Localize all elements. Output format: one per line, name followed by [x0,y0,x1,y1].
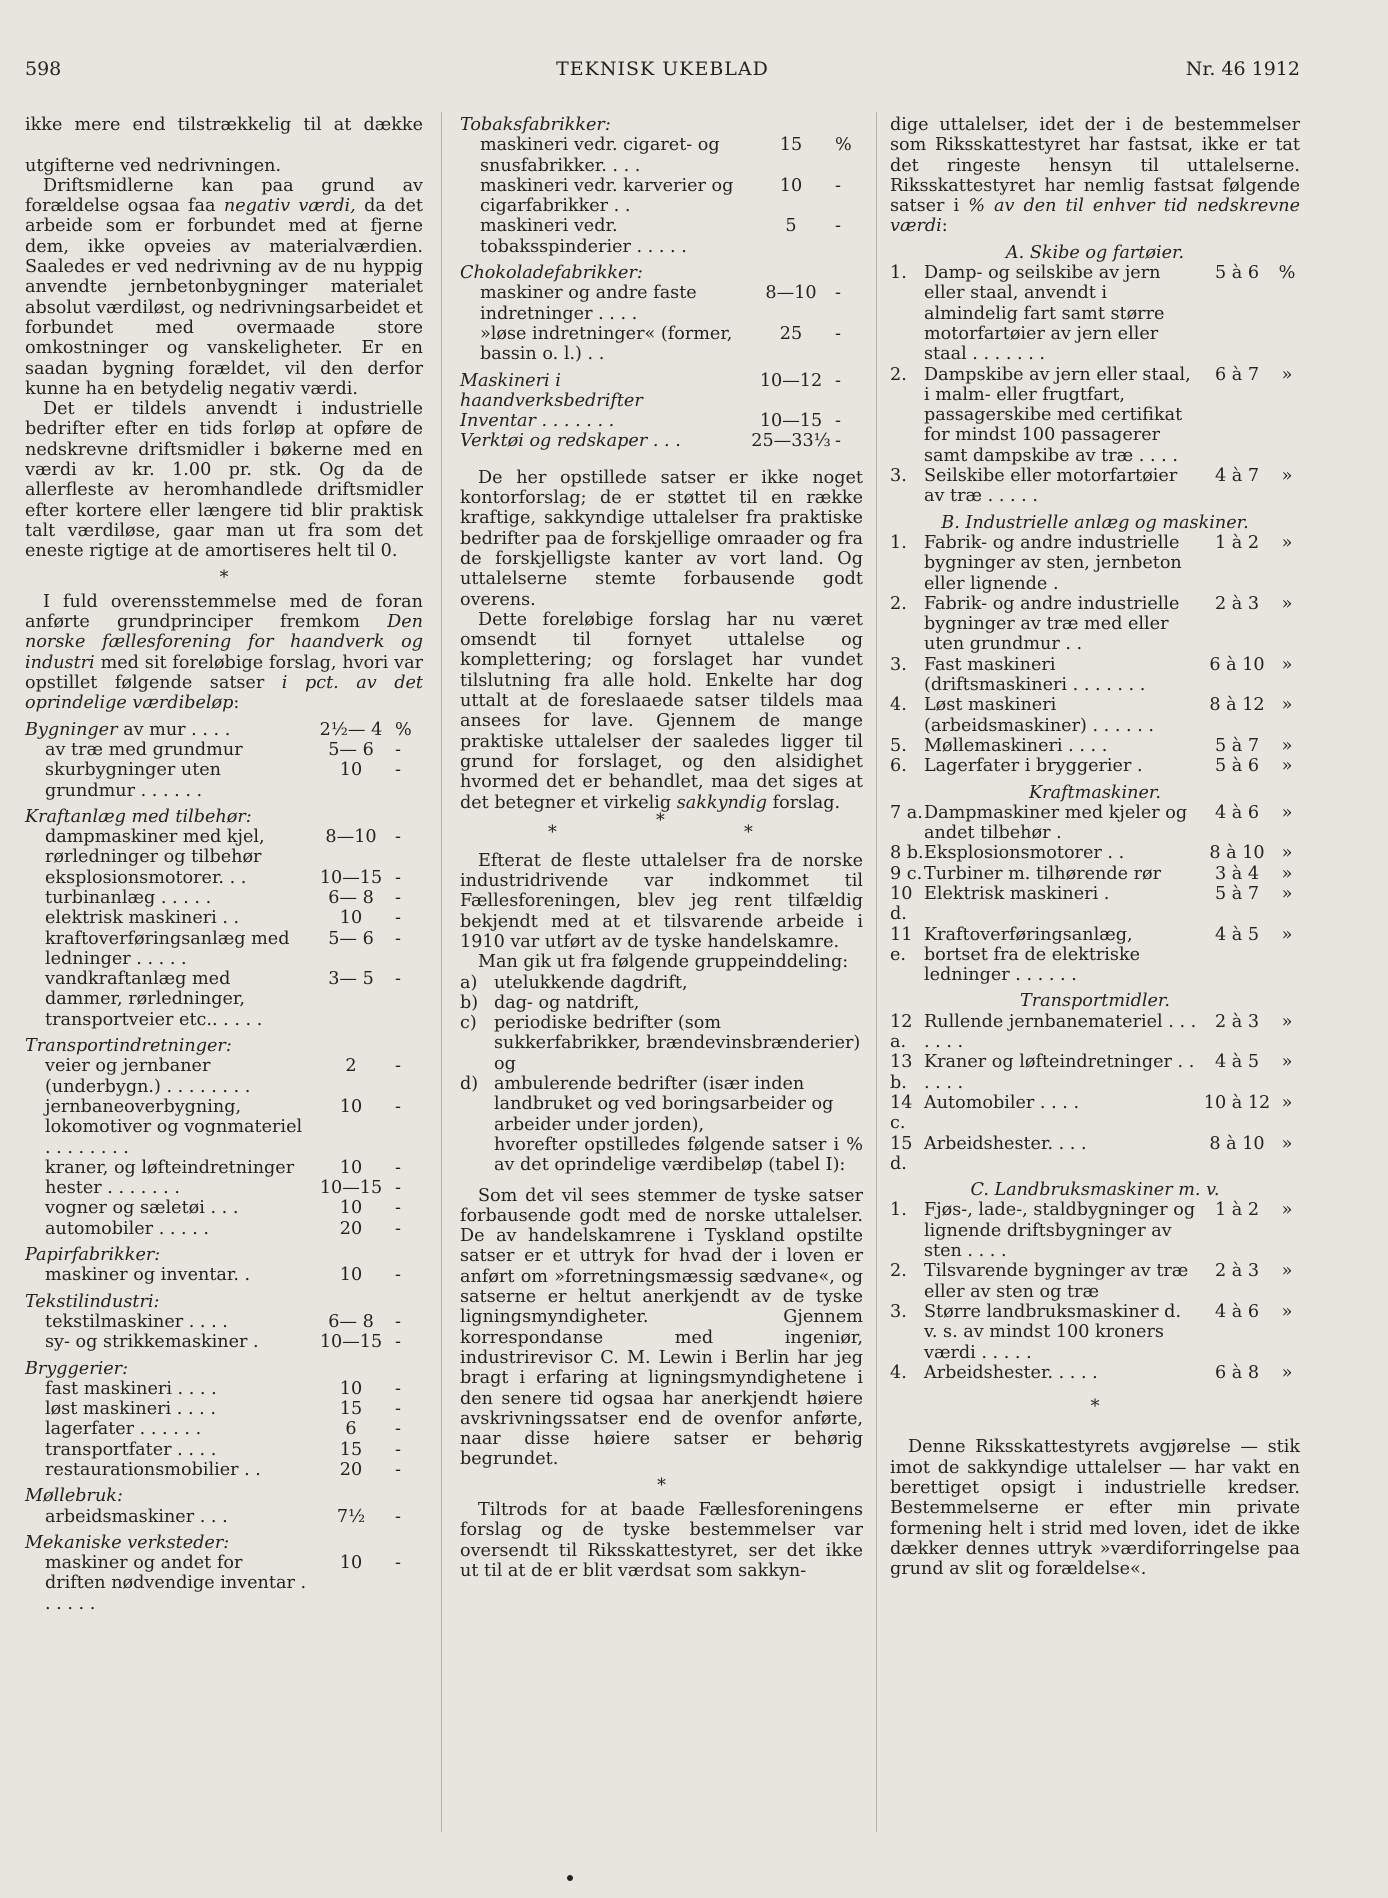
rate-row: Maskineri i haandverksbedrifter 10—12 - [460,370,841,411]
rate-row: tekstilmaskiner . . . . 6— 8 - [45,1311,401,1332]
section-divider: * [219,567,229,588]
rate-row: elektrisk maskineri . . 10 - [45,908,401,929]
intro-line: utgifterne ved nedrivningen. [25,155,282,176]
section-divider: * * * [548,810,753,843]
rate-row: 1. Fabrik- og andre industrielle bygninger av sten, jernbeton eller lignende . 1 à 2 » [890,532,1293,594]
column-right [890,115,1300,1579]
rate-row: fast maskineri . . . . 10 - [45,1378,401,1399]
category-label: Tobaksfabrikker: [460,115,611,135]
rate-row: 2. Tilsvarende bygninger av træ eller av sten og træ 2 à 3 » [890,1261,1293,1302]
paragraph: Det er tildels anvendt i industrielle bedrifter efter en tids forløp at opføre de nedskrevne driftsmidler i bøkerne med en værdi av kr. 1.00 pr. stk. Og da de allerfleste av heromhandlede driftsmidler efter kortere eller længere tid blir praktisk talt værdiløse, gaar man ut fra som det eneste rigtige at de amortiseres helt til 0. [25,399,423,562]
page-header [25,58,1300,88]
rate-row: 8 b. Eksplosionsmotorer . . 8 à 10 » [890,843,1293,864]
rate-row: 5. Møllemaskineri . . . . 5 à 7 » [890,735,1293,756]
page-number: 598 [25,58,62,80]
paragraph: Dette foreløbige forslag har nu været omsendt til fornyet uttalelse og komplettering; og forslaget har vundet tilslutning fra alle hold. Enkelte har dog uttalt at de foreslaaede satser tildels maa ansees for lave. Gjennem de mange praktiske uttalelser der saaledes ligger til grund for forslaget, og den alsidighet hvormed det er behandlet, maa det siges at det betegner et virkelig sakkyndig forslag. [460,609,863,813]
rate-row: 3. Større landbruksmaskiner d. v. s. av mindst 100 kroners værdi . . . . . 4 à 6 » [890,1301,1293,1363]
rate-row: Bygninger av mur . . . . 2½— 4 % [25,719,412,740]
rate-row: eksplosionsmotorer. . . 10—15 - [45,867,401,888]
column-left [25,115,423,1614]
rate-row: av træ med grundmur 5— 6 - [45,739,401,760]
rate-row: automobiler . . . . . 20 - [45,1218,401,1239]
rate-row: 9 c. Turbiner m. tilhørende rør 3 à 4 » [890,863,1293,884]
rate-row: 7 a. Dampmaskiner med kjeler og andet tilbehør . 4 à 6 » [890,802,1293,844]
paragraph: Denne Riksskattestyrets avgjørelse — stik imot de sakkyndige uttalelser — har vakt en berettiget opsigt i industrielle kredser. Bestemmelserne er efter min private formening helt i strid med loven, idet de ikke dækker dennes uttryk »værdiforringelse paa grund av slit og forældelse«. [890,1437,1300,1580]
list-item: d) ambulerende bedrifter (især inden landbruket og ved boringsarbeider og arbeider under jorden), [460,1074,834,1135]
page-dot [567,1875,573,1881]
category-label: Tekstilindustri: [25,1291,160,1312]
section-divider: * [657,1475,666,1496]
rate-row: 11 e. Kraftoverføringsanlæg, bortset fra de elektriske ledninger . . . . . . 4 à 5 » [890,924,1293,986]
rate-row: kraftoverføringsanlæg med ledninger . . . . . 5— 6 - [45,928,401,969]
category-label: Papirfabrikker: [25,1245,161,1266]
rate-row: Inventar . . . . . . . 10—15 - [460,411,841,432]
section-heading: B. Industrielle anlæg og maskiner. [941,512,1249,533]
rate-row: 15 d. Arbeidshester. . . . 8 à 10 » [890,1133,1293,1174]
rate-row: »løse indretninger« (former, bassin o. l.) . . 25 - [480,323,841,365]
section-heading: Kraftmaskiner. [1029,782,1161,803]
category-label: Chokoladefabrikker: [460,263,643,284]
rate-row: jernbaneoverbygning, lokomotiver og vognmateriel . . . . . . . . 10 - [45,1096,401,1158]
rate-row: dampmaskiner med kjel, rørledninger og tilbehør 8—10 - [45,827,401,868]
list-item: c) periodiske bedrifter (som sukkerfabrikker, brændevinsbrænderier) og [460,1013,861,1074]
rate-row: maskineri vedr. karverier og cigarfabrikker . . 10 - [480,175,841,217]
rate-row: arbeidsmaskiner . . . 7½ - [45,1506,401,1527]
rate-row: 4. Løst maskineri (arbeidsmaskiner) . . . . . . 8 à 12 » [890,695,1293,736]
category-label: Bryggerier: [25,1358,129,1379]
paragraph: Driftsmidlerne kan paa grund av forældelse ogsaa faa negativ værdi, da det arbeide som er forbundet med at fjerne dem, ikke opveies av materialværdien. Saaledes er ved nedrivning av de nu hyppig anvendte jernbetonbygninger materialet absolut værdiløst, og nedrivningsarbeidet et forbundet med overmaade store omkostninger og vanskeligheter. Er en saadan bygning forældet, vil den derfor kunne ha en betydelig negativ værdi. [25,175,423,399]
journal-title: TEKNISK UKEBLAD [556,58,769,80]
section-divider: * [1090,1397,1100,1418]
paragraph: dige uttalelser, idet der i de bestemmelser som Riksskattestyret har fastsat, ikke er tat det ringeste hensyn til uttalelserne. Riksskattestyret har nemlig fastsat følgende satser i % av den til enhver tid nedskrevne værdi: [890,115,1300,237]
rate-row: veier og jernbaner (underbygn.) . . . . . . . . 2 - [45,1056,401,1097]
column-rule-1 [441,112,442,1832]
intro-line: ikke mere end tilstrækkelig til at dække [25,115,423,135]
rate-row: 13 b. Kraner og løfteindretninger . . . . . . 4 à 5 » [890,1052,1293,1093]
rate-row: 2. Fabrik- og andre industrielle bygninger av træ med eller uten grundmur . . 2 à 3 » [890,593,1293,655]
column-rule-2 [876,112,877,1832]
section-heading: Transportmidler. [1019,991,1170,1012]
paragraph: Som det vil sees stemmer de tyske satser forbausende godt med de norske uttalelser. De av handelskamrene i Tyskland opstilte satser er et uttryk for hvad der i loven er anført om »forretningsmæssig sædvane«, og satserne er heltut anerkjendt av de tyske ligningsmyndigheter. Gjennem korrespondanse med ingeniør, industrirevisor C. M. Lewin i Berlin har jeg bragt i erfaring at ligningsmyndighetene i den senere tid ogsaa har anerkjendt høiere avskrivningssatser end de ovenfor anførte, naar disse høiere satser er behørig begrundet. [460,1185,863,1470]
rate-row: 4. Arbeidshester. . . . . 6 à 8 » [890,1362,1293,1383]
rate-row: hester . . . . . . . 10—15 - [45,1178,401,1199]
rate-row: turbinanlæg . . . . . 6— 8 - [45,887,401,908]
rate-row: maskiner og andet for driften nødvendige inventar . . . . . . 10 - [45,1553,401,1614]
rate-row: 1. Fjøs-, lade-, staldbygninger og lignende driftsbygninger av sten . . . . 1 à 2 » [890,1200,1293,1262]
rate-row: 2. Dampskibe av jern eller staal, i malm- eller frugtfart, passagerskibe med certifikat for mindst 100 passagerer samt dampskibe av træ . . . . 6 à 7 » [890,364,1293,466]
paragraph: Man gik ut fra følgende gruppeinddeling: [478,952,849,973]
paragraph: De her opstillede satser er ikke noget kontorforslag; de er støttet til en række kraftige, sakkyndige uttalelser fra praktiske bedrifter paa de forskjellige omraader og fra de forskjelligste kanter av vort land. Og uttalelserne stemte forbausende godt overens. [460,467,863,610]
rate-row: skurbygninger uten grundmur . . . . . . 10 - [45,760,401,801]
rate-row: lagerfater . . . . . . 6 - [45,1419,401,1440]
rate-row: 1. Damp- og seilskibe av jern eller staal, anvendt i almindelig fart samt større motorfartøier av jern eller staal . . . . . . . 5 à 6 % [890,263,1296,365]
rate-row: maskiner og inventar. . 10 - [45,1265,401,1286]
rate-row: kraner, og løfteindretninger 10 - [45,1157,401,1178]
paragraph: I fuld overensstemmelse med de foran anførte grundprinciper fremkom Den norske fællesforening for haandverk og industri med sit foreløbige forslag, hvori var opstillet følgende satser i pct. av det oprindelige værdibeløp: [25,591,423,714]
rate-row: vandkraftanlæg med dammer, rørledninger, transportveier etc.. . . . . 3— 5 - [45,969,401,1030]
paragraph: Tiltrods for at baade Fællesforeningens forslag og de tyske bestemmelser var oversendt til Riksskattestyret, ser det ikke ut til at de er blit værdsat som sakkyn- [460,1500,863,1581]
section-heading: C. Landbruksmaskiner m. v. [970,1180,1220,1201]
rate-row: 3. Seilskibe eller motorfartøier av træ . . . . . 4 à 7 » [890,466,1293,507]
issue-number: Nr. 46 1912 [1185,58,1300,80]
rate-row: 10 d. Elektrisk maskineri . 5 à 7 » [890,883,1293,925]
rate-row: 6. Lagerfater i bryggerier . 5 à 6 » [890,756,1293,777]
rate-row: maskineri vedr. tobaksspinderier . . . . . 5 - [480,216,841,257]
rate-row: maskineri vedr. cigaret- og snusfabrikker. . . . 15 % [480,135,852,176]
category-label: Bygninger [25,719,118,740]
rate-row: 12 a. Rullende jernbanemateriel . . . . . . . 2 à 3 » [890,1011,1293,1053]
rate-row: sy- og strikkemaskiner . 10—15 - [45,1332,401,1353]
category-label: Møllebruk: [25,1486,123,1507]
rate-row: maskiner og andre faste indretninger . . . . 8—10 - [480,283,841,324]
list-item: b) dag- og natdrift, [460,992,640,1013]
column-middle [460,115,863,1581]
paragraph: hvorefter opstilledes følgende satser i % av det oprindelige værdibeløp (tabel I): [494,1134,863,1176]
rate-row: restaurationsmobilier . . 20 - [45,1460,401,1480]
rate-row: transportfater . . . . 15 - [45,1439,401,1460]
category-label: Kraftanlæg med tilbehør: [25,806,252,827]
list-item: a) utelukkende dagdrift, [460,972,688,993]
rate-row: Verktøi og redskaper . . . 25—33⅓ - [460,431,841,452]
rate-row: vogner og sæletøi . . . 10 - [45,1198,401,1219]
category-label: Mekaniske verksteder: [25,1532,230,1553]
rate-row: løst maskineri . . . . 15 - [45,1399,401,1420]
rate-row: 3. Fast maskineri (driftsmaskineri . . . . . . . 6 à 10 » [890,654,1293,696]
rate-row: 14 c. Automobiler . . . . 10 à 12 » [890,1092,1293,1134]
paragraph: Efterat de fleste uttalelser fra de norske industridrivende var indkommet til Fællesforeningen, blev jeg rent tilfældig bekjendt med at et tilsvarende arbeide i 1910 var utført av de tyske handelskamre. [460,850,863,952]
section-heading: A. Skibe og fartøier. [1005,242,1185,263]
category-label: Transportindretninger: [25,1036,232,1057]
